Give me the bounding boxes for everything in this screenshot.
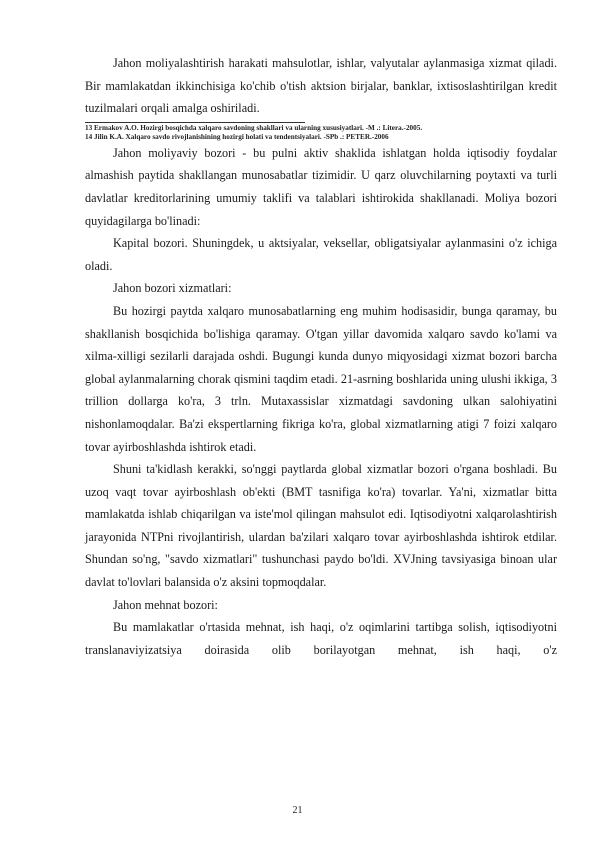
paragraph: Shuni ta'kidlash kerakki, so'nggi paytlarda global xizmatlar bozori o'rgana boshladi. Bu uzoq vaqt tovar ayirboshlash ob'ekti (BMT tasnifiga ko'ra) tovarlar. Ya'ni, xizmatlar bitta mamlakatda ishlab chiqarilgan va iste'mol qilingan mahsulot edi. Iqtisodiyotni xalqarolashtirish jarayonida NTPni rivojlantirish, ulardan ba'zilari xalqaro tovar ayirboshlashda ishtirok etdilar. Shundan so'ng, "savdo xizmatlari" tushunchasi paydo bo'ldi. XVJning tavsiyasiga binoan ular davlat to'lovlari balansida o'z aksini topmoqdalar. [85, 462, 557, 590]
body-text [85, 142, 557, 662]
paragraph: Jahon moliyaviy bozori - bu pulni aktiv shaklida ishlatgan holda iqtisodiy foydalar almashish paytida shakllangan munosabatlar tizimidir. U qarz oluvchilarning poytaxti va turli davlatlar kreditorlarining umumiy taklifi va talablari ishtirokida shakllanadi. Moliya bozori quyidagilarga bo'linadi: [85, 145, 557, 228]
document-page [85, 52, 557, 661]
paragraph-intro: Jahon moliyalashtirish harakati mahsulotlar, ishlar, valyutalar aylanmasiga xizmat qiladi. Bir mamlakatdan ikkinchisiga ko'chib o'tish aktsion birjalar, banklar, ixtisoslashtirilgan kredit tuzilmalari orqali amalga oshiriladi. [85, 56, 557, 116]
footnote-divider [85, 122, 305, 123]
page-number: 21 [292, 805, 303, 816]
paragraph: Jahon mehnat bozori: [113, 597, 218, 612]
footnotes [85, 122, 557, 142]
paragraph: Bu mamlakatlar o'rtasida mehnat, ish haqi, o'z oqimlarini tartibga solish, iqtisodiyotni translanaviyizatsiya doirasida olib borilayotgan mehnat, ish haqi, o'z [85, 620, 557, 657]
paragraph: Bu hozirgi paytda xalqaro munosabatlarning eng muhim hodisasidir, bunga qaramay, bu shakllanish bosqichida bo'lishiga qaramay. O'tgan yillar davomida xalqaro savdo ko'lami va xilma-xilligi sezilarli darajada oshdi. Bugungi kunda dunyo miqyosidagi xizmat bozori barcha global aylanmalarning chorak qismini taqdim etadi. 21-asrning boshlarida uning ulushi ikkiga, 3 trillion dollarga ko'ra, 3 trln. Mutaxassislar xizmatdagi savdoning ulkan salohiyatini nishonlamoqdalar. Ba'zi ekspertlarning fikriga ko'ra, global xizmatlarning atigi 7 foizi xalqaro tovar ayirboshlashda ishtirok etadi. [85, 303, 557, 454]
paragraph: Kapital bozori. Shuningdek, u aktsiyalar, veksellar, obligatsiyalar aylanmasini o'z ichiga oladi. [85, 236, 557, 273]
footnote-14: 14 Jilin K.A. Xalqaro savdo rivojlanishining hozirgi holati va tendentsiyalari. -SPb .: PETER.-2006 [85, 132, 389, 141]
paragraph: Jahon bozori xizmatlari: [113, 281, 232, 296]
footnote-13: 13 Ermakov A.O. Hozirgi bosqichda xalqaro savdoning shakllari va ularning xususiyatlari. -M .: Litera.-2005. [85, 123, 423, 132]
